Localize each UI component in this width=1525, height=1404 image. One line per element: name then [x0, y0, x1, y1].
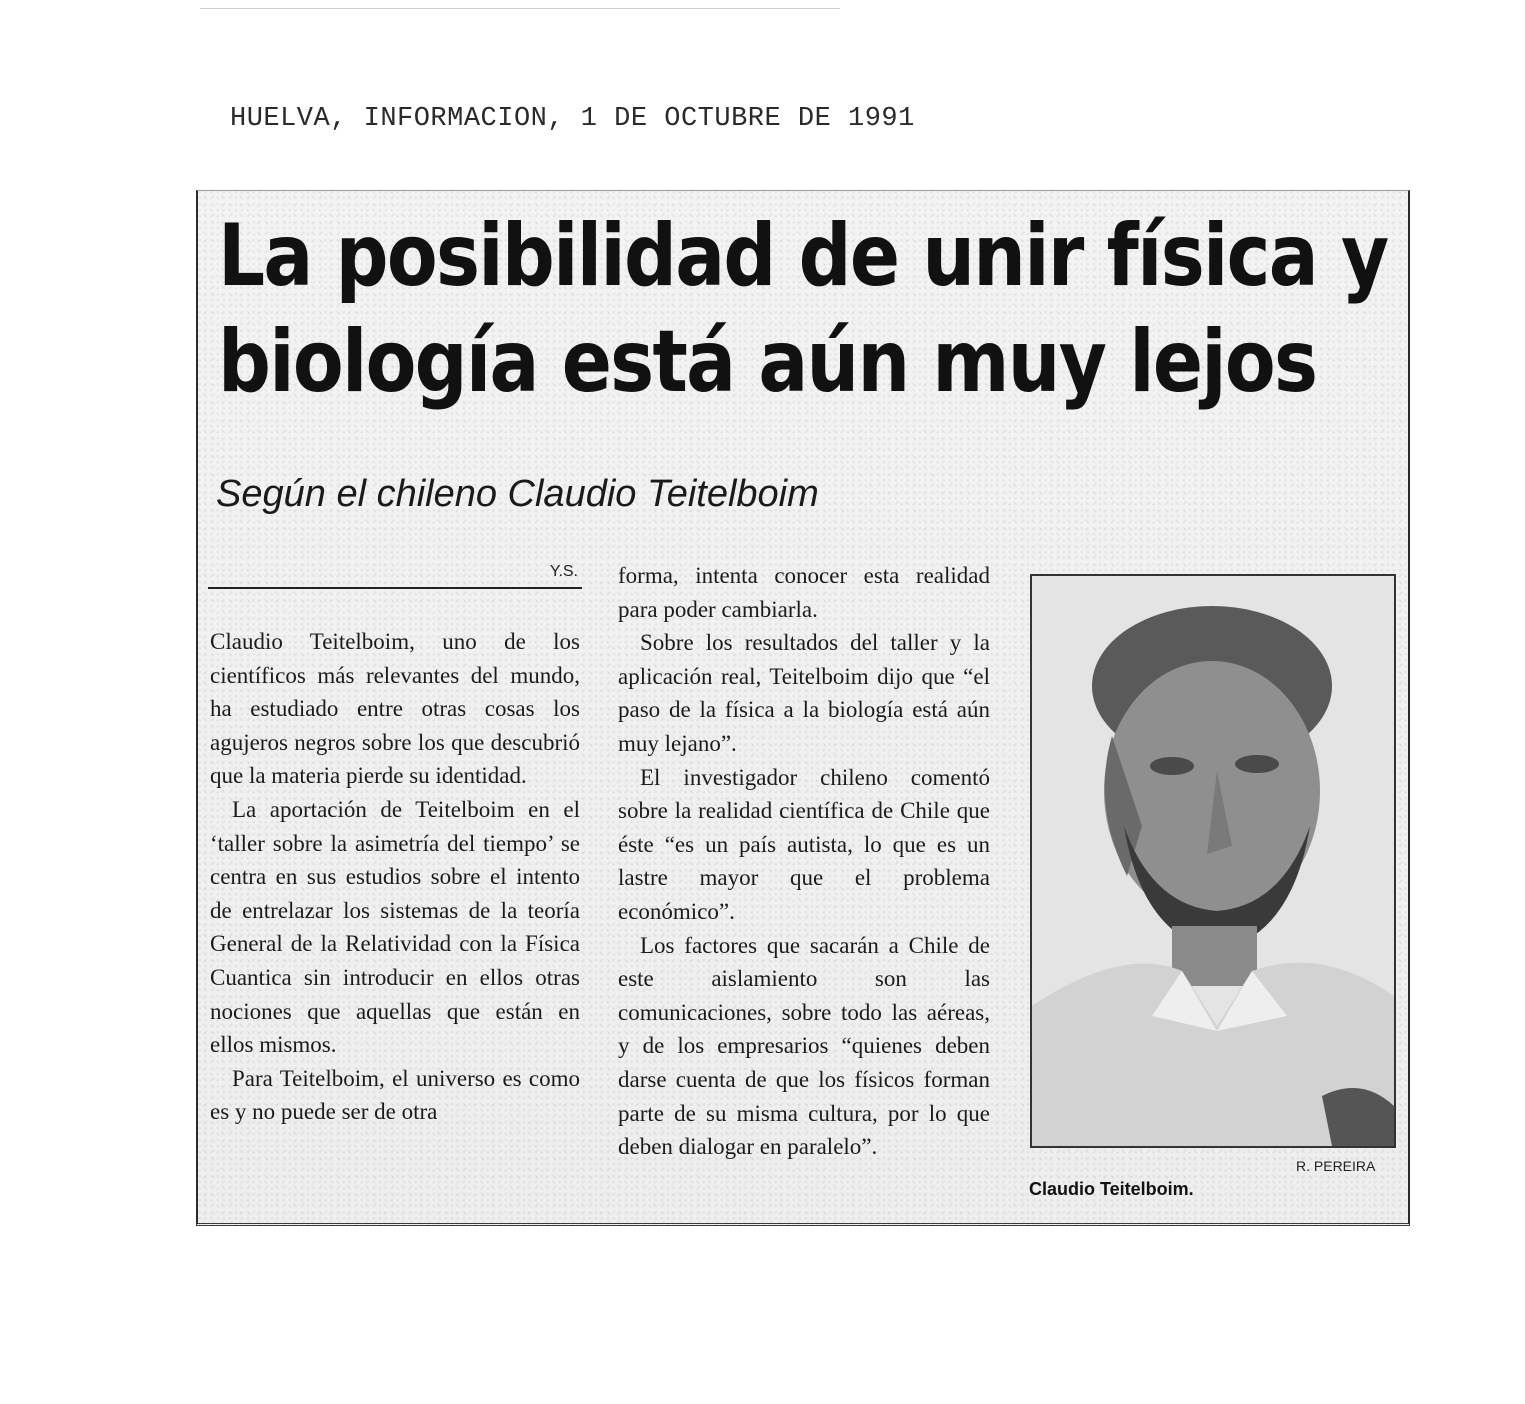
paragraph: Los factores que sacarán a Chile de este aislamiento son las comunicaciones, sobre todo las aéreas, y de los empresarios “quienes deben darse cuenta de que los físicos forman parte de su misma cultura, por lo que deben dialogar en paralelo”. — [618, 932, 990, 1160]
paragraph: La aportación de Teitelboim en el ‘taller sobre la asimetría del tiempo’ se centra en sus estudios sobre el intento de entrelazar los sistemas de la teoría General de la Relatividad con la Física Cuantica sin introducir en ellos otras nociones que aquellas que están en ellos mismos. — [210, 796, 580, 1058]
page-top-rule — [200, 8, 840, 9]
byline-rule — [208, 563, 582, 589]
paragraph: El investigador chileno comentó sobre la realidad científica de Chile que éste “es un país autista, lo que es un lastre mayor que el problema económico”. — [618, 764, 990, 924]
byline: Y.S. — [549, 563, 578, 580]
headline — [218, 203, 1405, 415]
portrait-image — [1032, 576, 1394, 1146]
paragraph: Claudio Teitelboim, uno de los científicos más relevantes del mundo, ha estudiado entre otras cosas los agujeros negros sobre los que descubrió que la materia pierde su identidad. — [210, 629, 580, 789]
subtitle: Según el chileno Claudio Teitelboim — [216, 473, 819, 515]
photo-caption: Claudio Teitelboim. — [1029, 1179, 1194, 1199]
portrait-photo — [1030, 574, 1396, 1148]
newspaper-clipping — [196, 190, 1410, 1226]
paragraph: Sobre los resultados del taller y la aplicación real, Teitelboim dijo que “el paso de la física a la biología está aún muy lejano”. — [618, 630, 990, 756]
source-line: HUELVA, INFORMACION, 1 DE OCTUBRE DE 1991 — [230, 104, 915, 134]
paragraph: Para Teitelboim, el universo es como es y no puede ser de otra — [210, 1065, 580, 1125]
headline-line-2: biología está aún muy lejos — [218, 312, 1317, 412]
article-column-2 — [618, 559, 990, 1164]
article-column-1 — [210, 625, 580, 1129]
headline-line-1: La posibilidad de unir física y — [218, 206, 1388, 306]
photo-credit: R. PEREIRA — [1296, 1158, 1376, 1174]
paragraph: forma, intenta conocer esta realidad para poder cambiarla. — [618, 563, 990, 622]
